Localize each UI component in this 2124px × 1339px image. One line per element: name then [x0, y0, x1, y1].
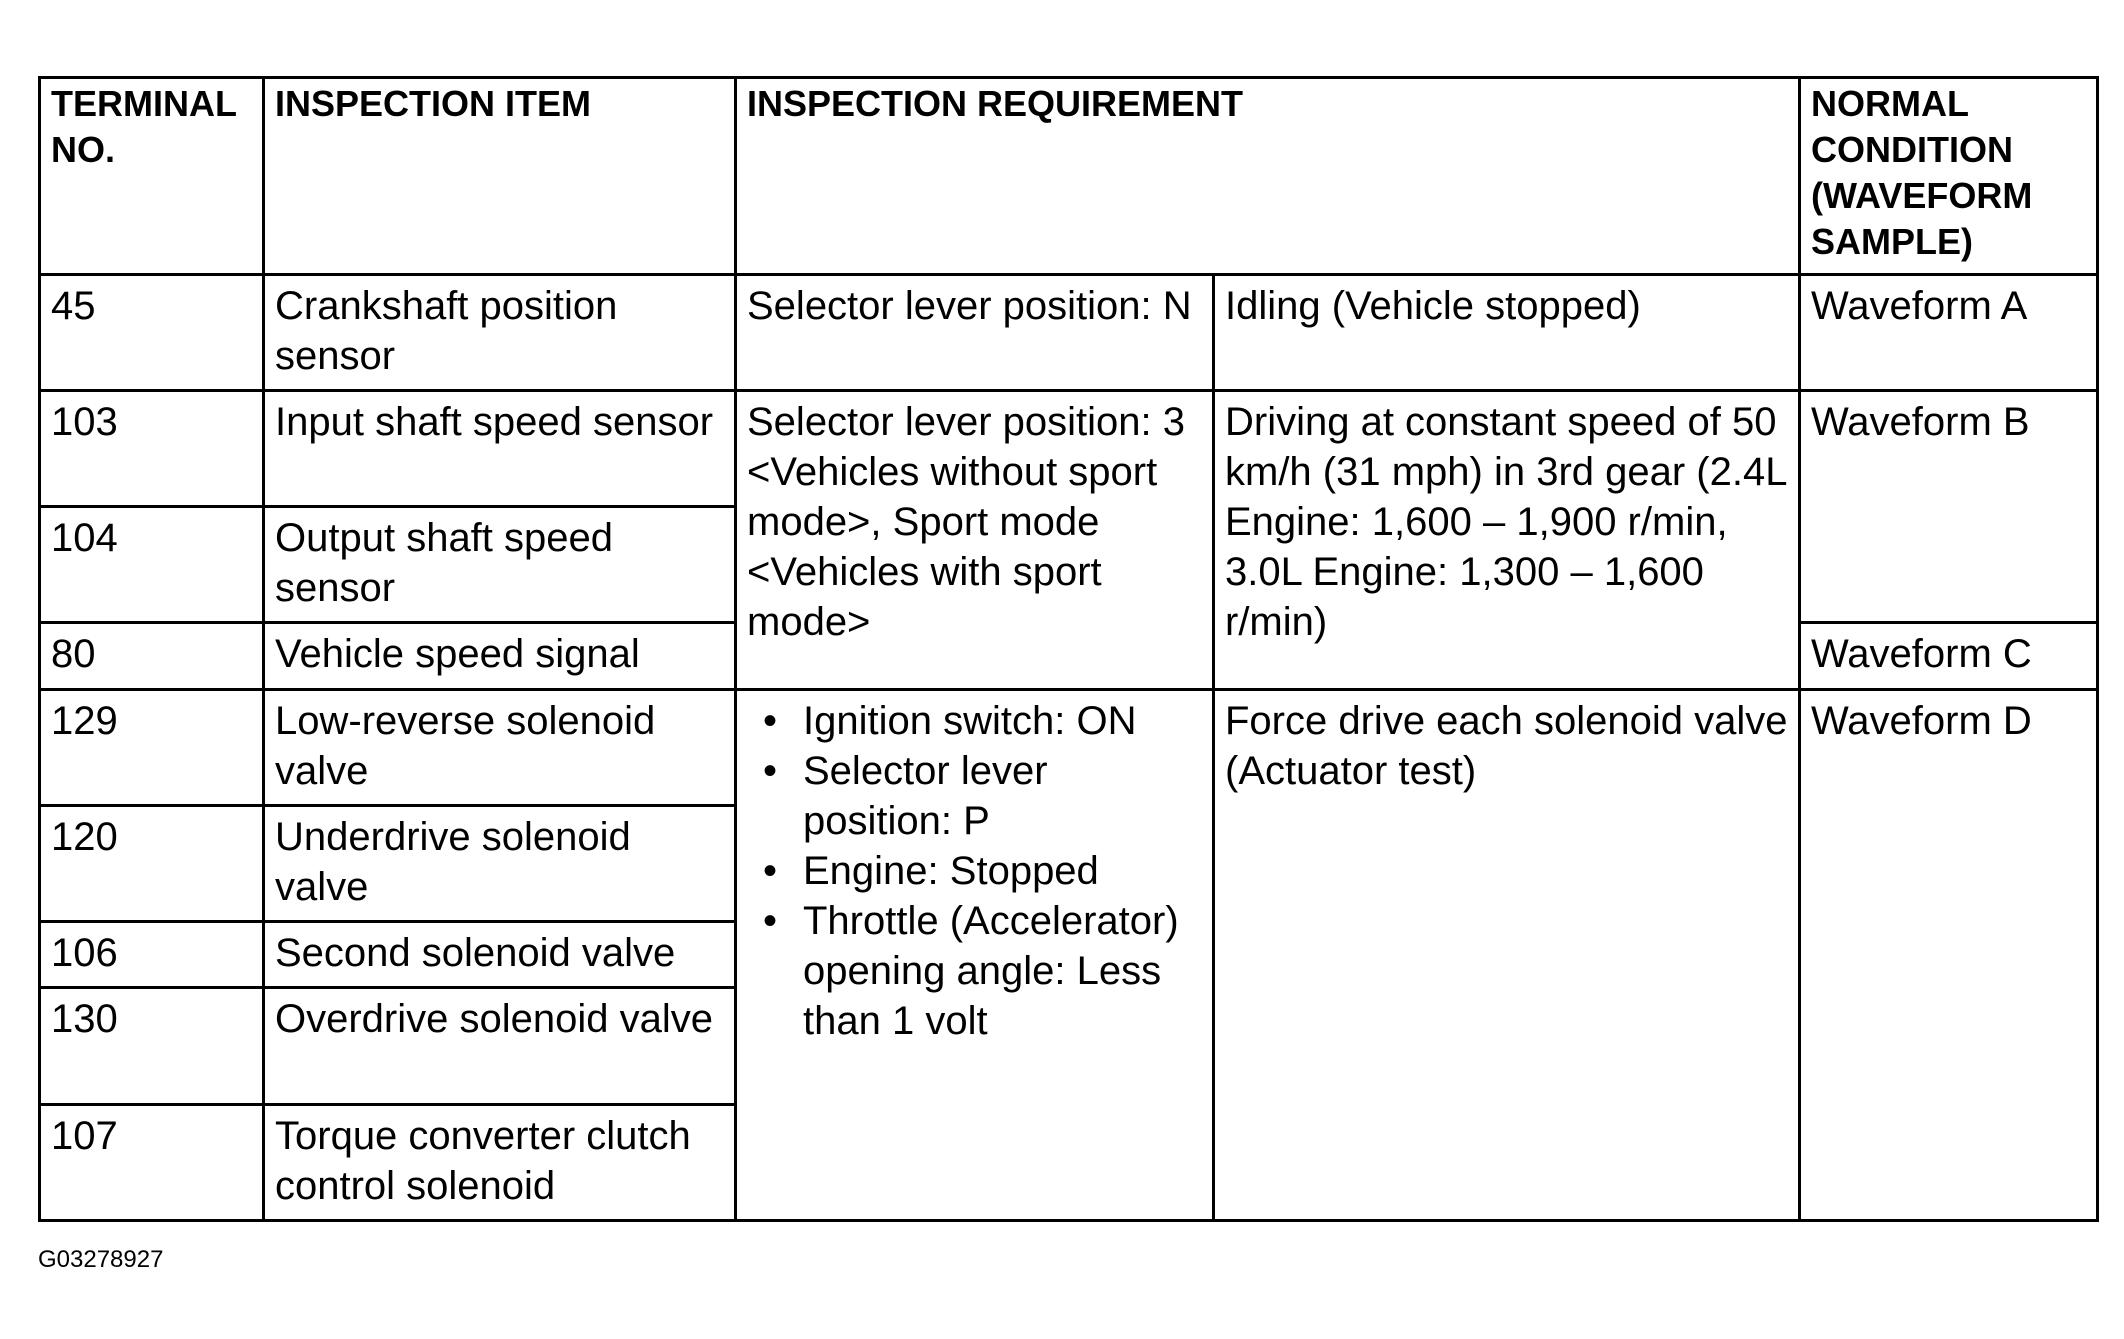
terminal-cell: 120 — [40, 805, 264, 921]
item-cell: Second solenoid valve — [264, 922, 736, 988]
table-row — [40, 390, 2098, 506]
requirement-list — [747, 696, 1202, 1046]
item-cell: Overdrive solenoid valve — [264, 988, 736, 1104]
item-cell: Input shaft speed sensor — [264, 390, 736, 506]
item-cell: Crankshaft position sensor — [264, 274, 736, 390]
inspection-table — [38, 76, 2099, 1222]
requirement-cell: Selector lever position: N — [736, 274, 1214, 390]
header-terminal-no: TERMINAL NO. — [40, 78, 264, 275]
header-inspection-requirement: INSPECTION REQUIREMENT — [736, 78, 1800, 275]
normal-condition-cell: Waveform D — [1800, 689, 2098, 1220]
terminal-cell: 129 — [40, 689, 264, 805]
condition-cell: Driving at constant speed of 50 km/h (31 mph) in 3rd gear (2.4L Engine: 1,600 – 1,900 r/min, 3.0L Engine: 1,300 – 1,600 r/min) — [1214, 390, 1800, 689]
header-row — [40, 78, 2098, 275]
table-row — [40, 274, 2098, 390]
terminal-cell: 103 — [40, 390, 264, 506]
normal-condition-cell: Waveform A — [1800, 274, 2098, 390]
table-row — [40, 689, 2098, 805]
header-normal-condition: NORMAL CONDITION (WAVEFORM SAMPLE) — [1800, 78, 2098, 275]
condition-cell: Idling (Vehicle stopped) — [1214, 274, 1800, 390]
figure-id: G03278927 — [38, 1246, 164, 1273]
terminal-cell: 107 — [40, 1104, 264, 1220]
list-item: • Ignition switch: ON — [803, 696, 1202, 746]
header-inspection-item: INSPECTION ITEM — [264, 78, 736, 275]
terminal-cell: 45 — [40, 274, 264, 390]
list-item: • Throttle (Accelerator) opening angle: Less than 1 volt — [803, 896, 1202, 1046]
item-cell: Vehicle speed signal — [264, 623, 736, 689]
normal-condition-cell: Waveform B — [1800, 390, 2098, 623]
terminal-cell: 104 — [40, 507, 264, 623]
list-item: • Selector lever position: P — [803, 746, 1202, 846]
terminal-cell: 130 — [40, 988, 264, 1104]
item-cell: Underdrive solenoid valve — [264, 805, 736, 921]
requirement-cell: Selector lever position: 3 <Vehicles without sport mode>, Sport mode <Vehicles with sport mode> — [736, 390, 1214, 689]
terminal-cell: 80 — [40, 623, 264, 689]
item-cell: Output shaft speed sensor — [264, 507, 736, 623]
condition-cell: Force drive each solenoid valve (Actuator test) — [1214, 689, 1800, 1220]
terminal-cell: 106 — [40, 922, 264, 988]
requirement-cell — [736, 689, 1214, 1220]
normal-condition-cell: Waveform C — [1800, 623, 2098, 689]
list-item: • Engine: Stopped — [803, 846, 1202, 896]
item-cell: Torque converter clutch control solenoid — [264, 1104, 736, 1220]
item-cell: Low-reverse solenoid valve — [264, 689, 736, 805]
